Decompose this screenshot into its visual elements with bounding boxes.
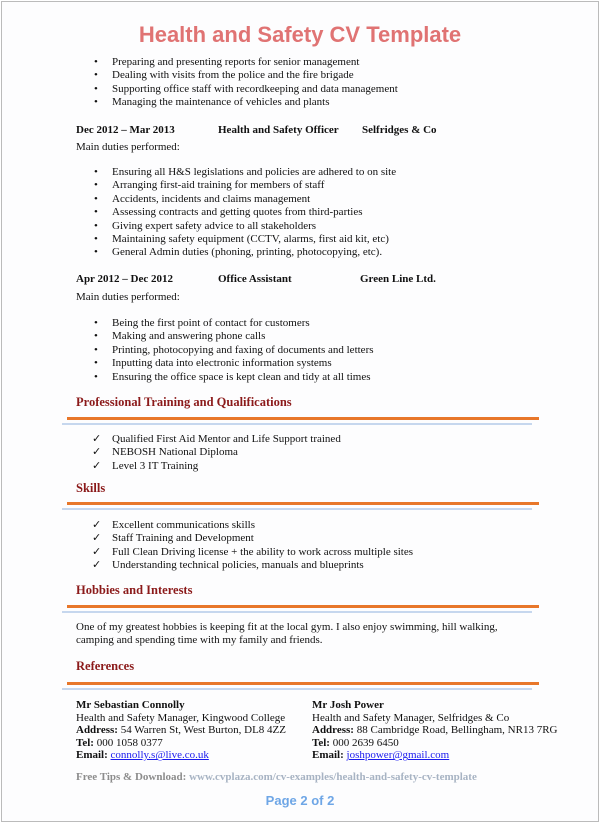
- ref-address: 88 Cambridge Road, Bellingham, NR13 7RG: [356, 724, 558, 737]
- divider: [67, 417, 539, 420]
- list-item: • Supporting office staff with recordkeeping and data management: [88, 83, 398, 96]
- list-item: • Arranging first-aid training for members of staff: [88, 179, 396, 192]
- check-icon: ✓: [92, 433, 102, 445]
- item-text: Qualified First Aid Mentor and Life Support trained: [112, 433, 341, 445]
- divider: [62, 688, 532, 690]
- ref-position: Health and Safety Manager, Kingwood College: [76, 711, 286, 724]
- check-icon: ✓: [92, 519, 102, 531]
- list-item: [88, 446, 341, 459]
- job-dates: Dec 2012 – Mar 2013: [76, 124, 175, 136]
- item-text: NEBOSH National Diploma: [112, 446, 238, 459]
- ref-name: Mr Sebastian Connolly: [76, 699, 185, 711]
- item-text: Level 3 IT Training: [112, 459, 199, 472]
- item-text: Understanding technical policies, manuals and blueprints: [112, 559, 364, 572]
- job-role: Office Assistant: [218, 273, 292, 285]
- reference-2: [312, 699, 557, 762]
- divider: [67, 502, 539, 505]
- job-company: Green Line Ltd.: [360, 273, 436, 285]
- list-item: [88, 460, 341, 473]
- list-item: • Being the first point of contact for customers: [88, 317, 374, 330]
- list-item: [88, 433, 341, 446]
- list-item: • Dealing with visits from the police and the fire brigade: [88, 69, 398, 82]
- list-item: • Ensuring all H&S legislations and policies are adhered to on site: [88, 166, 396, 179]
- top-duties-list: [88, 56, 398, 110]
- job-duties-list: [88, 317, 374, 384]
- ref-address: 54 Warren St, West Burton, DL8 4ZZ: [120, 724, 286, 737]
- footer-url[interactable]: www.cvplaza.com/cv-examples/health-and-safety-cv-template: [189, 771, 477, 783]
- email-label: Email:: [312, 749, 344, 762]
- list-item: • Managing the maintenance of vehicles and plants: [88, 96, 398, 109]
- divider: [62, 611, 532, 613]
- reference-1: [76, 699, 286, 762]
- list-item: • Ensuring the office space is kept clean and tidy at all times: [88, 371, 374, 384]
- ref-tel: 000 1058 0377: [96, 736, 163, 749]
- item-text: Staff Training and Development: [112, 532, 254, 545]
- section-heading-references: References: [76, 659, 135, 673]
- divider: [62, 423, 532, 425]
- footer-label: Free Tips & Download:: [76, 771, 187, 783]
- training-list: [88, 433, 341, 473]
- divider: [62, 508, 532, 510]
- list-item: [88, 559, 413, 572]
- section-heading-training: Professional Training and Qualifications: [76, 395, 292, 409]
- tel-label: Tel:: [312, 736, 330, 749]
- check-icon: ✓: [92, 459, 102, 472]
- ref-tel: 000 2639 6450: [332, 736, 399, 749]
- list-item: [88, 519, 413, 532]
- section-heading-hobbies: Hobbies and Interests: [76, 583, 193, 597]
- job-dates: Apr 2012 – Dec 2012: [76, 273, 173, 285]
- list-item: • Making and answering phone calls: [88, 330, 374, 343]
- check-icon: ✓: [92, 545, 102, 558]
- ref-email-link[interactable]: joshpower@gmail.com: [346, 749, 450, 762]
- list-item: [88, 546, 413, 559]
- address-label: Address:: [76, 724, 118, 737]
- check-icon: ✓: [92, 559, 102, 572]
- duties-label: Main duties performed:: [76, 141, 180, 153]
- footer: [76, 771, 477, 783]
- item-text: Excellent communications skills: [112, 519, 255, 531]
- document-title: Health and Safety CV Template: [138, 22, 462, 47]
- list-item: • Accidents, incidents and claims management: [88, 193, 396, 206]
- list-item: • Giving expert safety advice to all stakeholders: [88, 220, 396, 233]
- duties-label: Main duties performed:: [76, 291, 180, 303]
- list-item: • General Admin duties (phoning, printing, photocopying, etc).: [88, 246, 396, 259]
- ref-email-link[interactable]: connolly.s@live.co.uk: [110, 749, 209, 762]
- ref-position: Health and Safety Manager, Selfridges & Co: [312, 711, 510, 724]
- skills-list: [88, 519, 413, 573]
- divider: [67, 605, 539, 608]
- list-item: • Preparing and presenting reports for senior management: [88, 56, 398, 69]
- check-icon: ✓: [92, 446, 102, 459]
- job-role: Health and Safety Officer: [218, 124, 339, 136]
- item-text: Full Clean Driving license + the ability to work across multiple sites: [112, 545, 414, 558]
- job-duties-list: [88, 166, 396, 260]
- job-company: Selfridges & Co: [362, 124, 437, 136]
- tel-label: Tel:: [76, 736, 94, 749]
- list-item: • Maintaining safety equipment (CCTV, alarms, first aid kit, etc): [88, 233, 396, 246]
- check-icon: ✓: [92, 532, 102, 545]
- list-item: • Inputting data into electronic information systems: [88, 357, 374, 370]
- list-item: [88, 532, 413, 545]
- list-item: • Printing, photocopying and faxing of documents and letters: [88, 344, 374, 357]
- page-number: Page 2 of 2: [265, 793, 335, 808]
- hobbies-text: One of my greatest hobbies is keeping fit at the local gym. I also enjoy swimming, hill walking, camping and spending time with my family and friends.: [76, 621, 498, 647]
- section-heading-skills: Skills: [76, 481, 106, 495]
- divider: [67, 682, 539, 685]
- list-item: • Assessing contracts and getting quotes from third-parties: [88, 206, 396, 219]
- ref-name: Mr Josh Power: [312, 699, 384, 711]
- address-label: Address:: [312, 724, 354, 737]
- email-label: Email:: [76, 749, 108, 762]
